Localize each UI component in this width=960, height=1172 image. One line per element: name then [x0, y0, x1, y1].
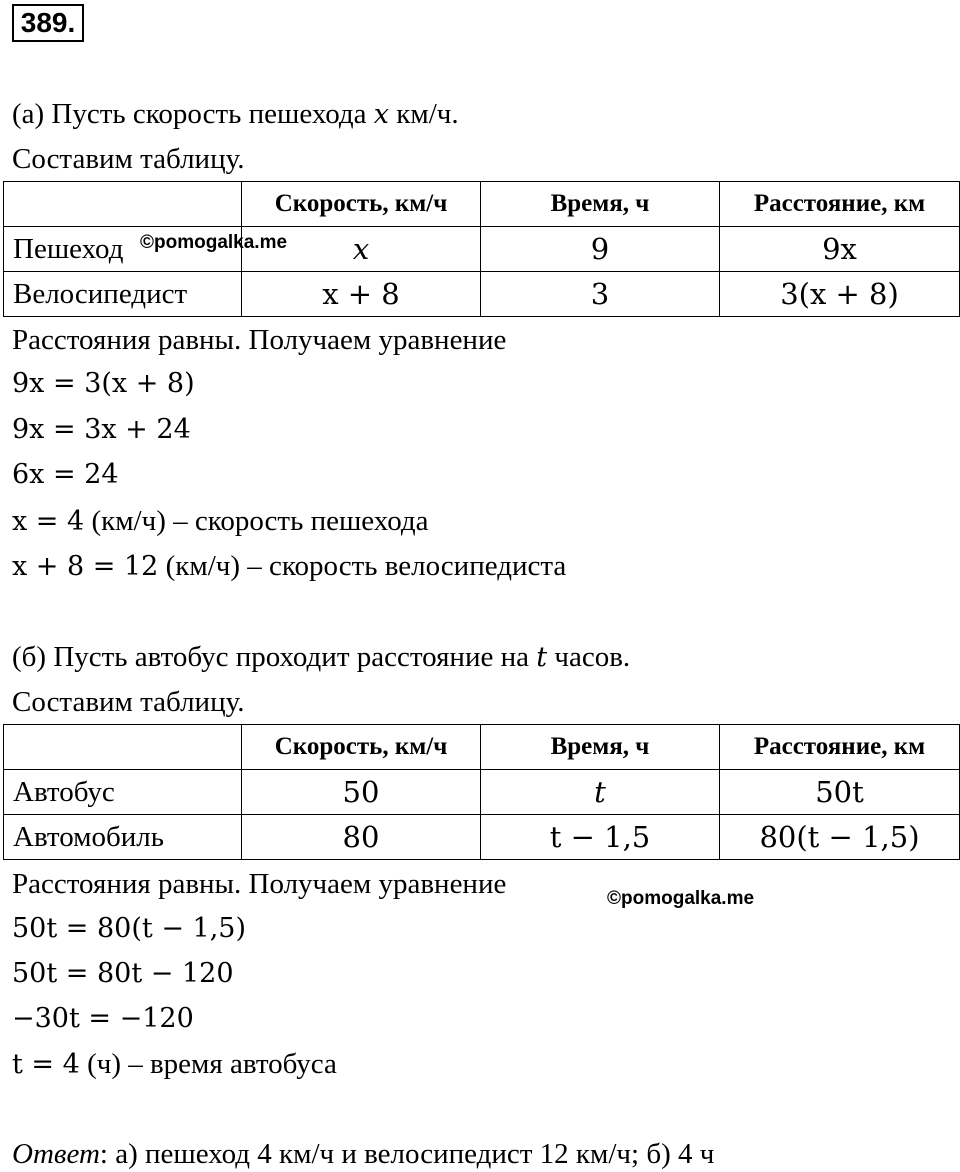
- part-b-intro: [12, 639, 630, 676]
- table-header-distance: Расстояние, км: [720, 182, 960, 227]
- part-b-equation-3: −30t = −120: [12, 1003, 194, 1034]
- part-b-intro-tail: часов.: [547, 641, 631, 673]
- table-header-distance: Расстояние, км: [720, 725, 960, 770]
- table-header-time: Время, ч: [481, 182, 720, 227]
- part-a-equation-4: [12, 503, 428, 540]
- cell-speed: x: [242, 227, 481, 272]
- table-header-time: Время, ч: [481, 725, 720, 770]
- row-label-car: Автомобиль: [4, 815, 242, 860]
- cell-time: 3: [481, 272, 720, 317]
- part-a-make-table: Составим таблицу.: [12, 143, 245, 175]
- cell-time: t − 1,5: [481, 815, 720, 860]
- part-a-intro: [12, 96, 459, 133]
- part-b-equation-2: 50t = 80t − 120: [12, 958, 234, 989]
- table-header-row: [4, 725, 960, 770]
- cell-speed: 50: [242, 770, 481, 815]
- part-b-intro-var: t: [536, 642, 548, 673]
- table-header-speed: Скорость, км/ч: [242, 725, 481, 770]
- part-b-table: [3, 724, 960, 860]
- table-row: [4, 272, 960, 317]
- part-a-equation-5: [12, 548, 566, 585]
- cell-distance: 9x: [720, 227, 960, 272]
- table-header-speed: Скорость, км/ч: [242, 182, 481, 227]
- part-a-eq4-text: (км/ч) – скорость пешехода: [84, 505, 429, 537]
- part-b-intro-text: (б) Пусть автобус проходит расстояние на: [12, 641, 537, 673]
- part-a-equation-2: 9x = 3x + 24: [12, 414, 191, 445]
- watermark: ©pomogalka.me: [607, 888, 755, 909]
- part-a-equation-1: 9x = 3(x + 8): [12, 368, 195, 399]
- table-row: [4, 770, 960, 815]
- part-a-eq5-text: (км/ч) – скорость велосипедиста: [158, 550, 567, 582]
- row-label-cyclist: Велосипедист: [4, 272, 242, 317]
- table-header-row: [4, 182, 960, 227]
- part-a-eq4-math: x = 4: [12, 506, 85, 537]
- answer-line: [12, 1136, 714, 1172]
- cell-distance: 50t: [720, 770, 960, 815]
- part-a-intro-text: (а) Пусть скорость пешехода: [12, 98, 374, 130]
- part-b-eq4-text: (ч) – время автобуса: [79, 1048, 337, 1080]
- problem-number: 389.: [12, 4, 84, 42]
- part-b-make-table: Составим таблицу.: [12, 686, 245, 718]
- part-a-equal-text: Расстояния равны. Получаем уравнение: [12, 324, 507, 356]
- part-b-equation-1: 50t = 80(t − 1,5): [12, 913, 246, 944]
- answer-label: Ответ: [12, 1138, 100, 1170]
- cell-speed: x + 8: [242, 272, 481, 317]
- table-header-empty: [4, 182, 242, 227]
- part-a-intro-tail: км/ч.: [389, 98, 459, 130]
- part-b-equation-4: [12, 1046, 337, 1083]
- table-header-empty: [4, 725, 242, 770]
- answer-text: : а) пешеход 4 км/ч и велосипедист 12 км/ч; б) 4 ч: [99, 1138, 715, 1170]
- cell-distance: 80(t − 1,5): [720, 815, 960, 860]
- part-a-intro-var: x: [373, 99, 390, 130]
- watermark: ©pomogalka.me: [140, 232, 288, 253]
- cell-speed: 80: [242, 815, 481, 860]
- table-row: [4, 815, 960, 860]
- row-label-pedestrian: Пешеход: [4, 227, 242, 272]
- cell-time: t: [481, 770, 720, 815]
- row-label-bus: Автобус: [4, 770, 242, 815]
- part-b-equal-text: Расстояния равны. Получаем уравнение: [12, 868, 507, 900]
- part-a-eq5-math: x + 8 = 12: [12, 551, 159, 582]
- part-a-equation-3: 6x = 24: [12, 459, 119, 490]
- cell-distance: 3(x + 8): [720, 272, 960, 317]
- cell-time: 9: [481, 227, 720, 272]
- part-b-eq4-math: t = 4: [12, 1049, 80, 1080]
